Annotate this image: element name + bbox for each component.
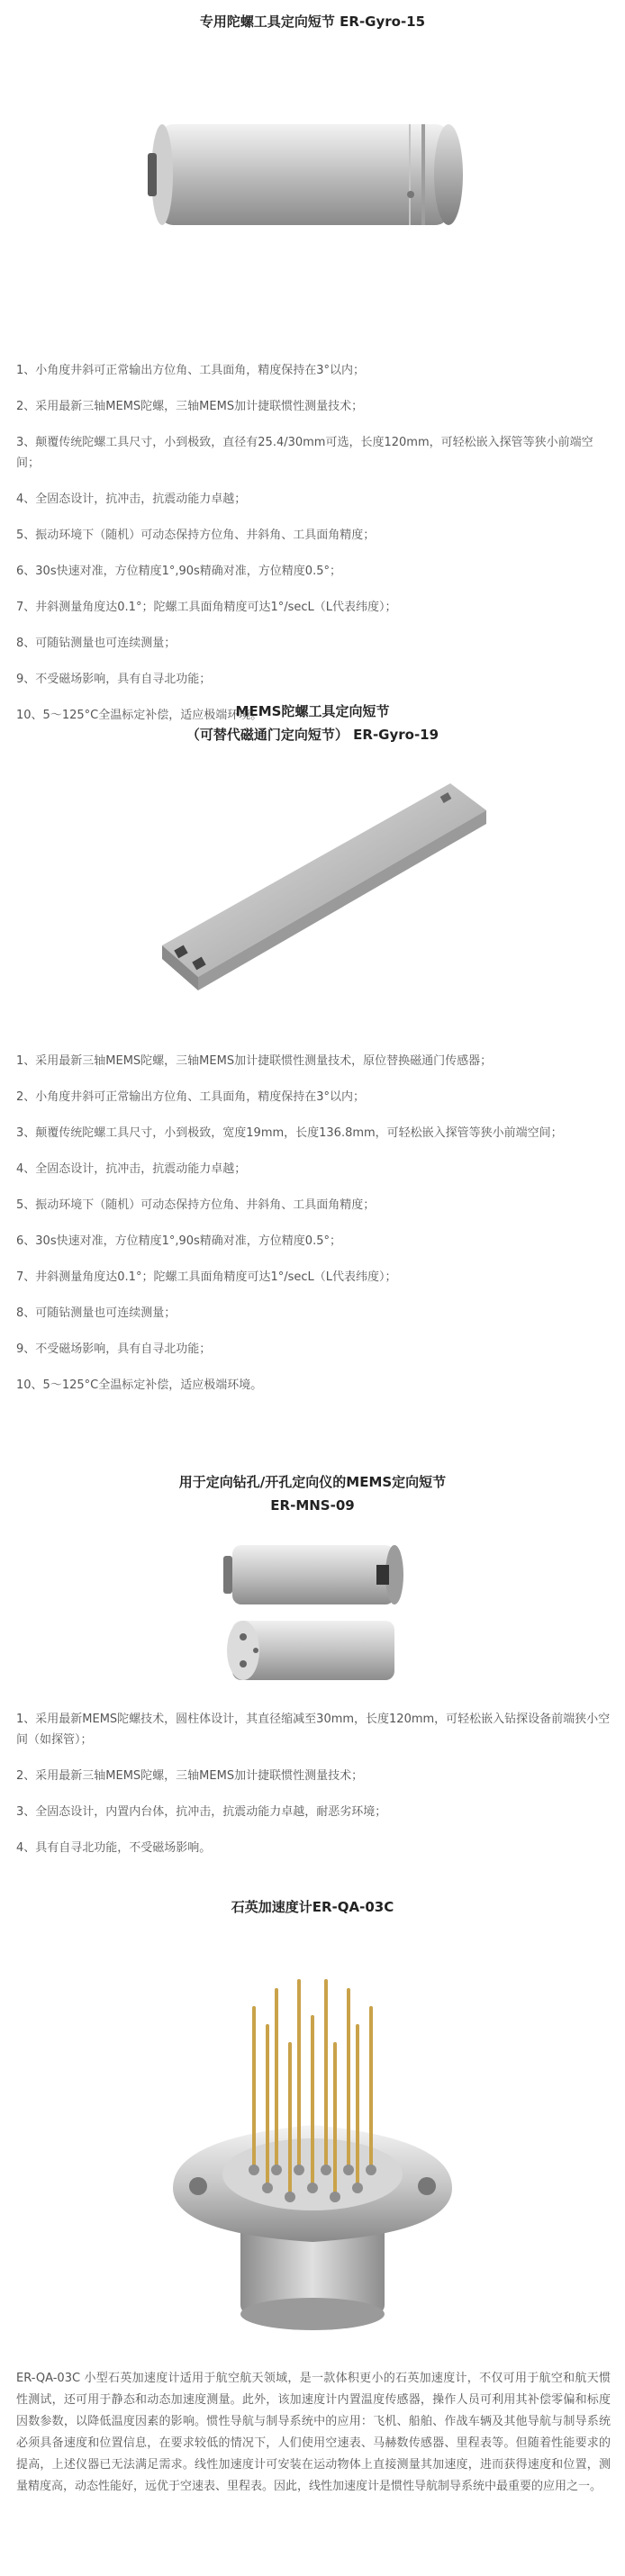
list-item: 10、5～125°C全温标定补偿，适应极端环境。 <box>16 709 263 722</box>
section-3-title-line2: ER-MNS-09 <box>270 1497 355 1514</box>
list-item: 8、可随钻测量也可连续测量； <box>16 1306 177 1320</box>
list-item: 3、颠覆传统陀螺工具尺寸，小到极致，直径有25.4/30mm可选，长度120mm，可轻松嵌入探管等狭小前端空间； <box>16 436 593 470</box>
section-1-title: 专用陀螺工具定向短节 ER-Gyro-15 <box>199 14 426 30</box>
section-2-list <box>16 1051 611 1411</box>
list-item: 1、小角度井斜可正常输出方位角、工具面角，精度保持在3°以内； <box>16 364 366 377</box>
list-item: 8、可随钻测量也可连续测量； <box>16 637 177 650</box>
gyro-19-image <box>126 774 504 999</box>
section-2-title-line1: MEMS陀螺工具定向短节 <box>235 703 390 719</box>
list-item: 9、不受磁场影响，具有自寻北功能； <box>16 673 212 686</box>
list-item: 7、井斜测量角度达0.1°；陀螺工具面角精度可达1°/secL（L代表纬度）； <box>16 1270 397 1284</box>
section-3-list <box>16 1709 611 1874</box>
list-item: 3、全固态设计，内置内台体，抗冲击，抗震动能力卓越，耐恶劣环境； <box>16 1805 387 1819</box>
list-item: 4、具有自寻北功能，不受磁场影响。 <box>16 1841 212 1855</box>
section-3-title-line1: 用于定向钻孔/开孔定向仪的MEMS定向短节 <box>178 1474 447 1490</box>
list-item: 2、采用最新三轴MEMS陀螺，三轴MEMS加计捷联惯性测量技术； <box>16 400 364 413</box>
list-item: 6、30s快速对准，方位精度1°,90s精确对准，方位精度0.5°； <box>16 1234 341 1248</box>
list-item: 2、小角度井斜可正常输出方位角、工具面角，精度保持在3°以内； <box>16 1090 366 1104</box>
list-item: 4、全固态设计，抗冲击，抗震动能力卓越； <box>16 493 247 506</box>
list-item: 2、采用最新三轴MEMS陀螺，三轴MEMS加计捷联惯性测量技术； <box>16 1769 364 1783</box>
section-4-paragraph: ER-QA-03C 小型石英加速度计适用于航空航天领域，是一款体积更小的石英加速度计，不仅可用于航空和航天惯性测试，还可用于静态和动态加速度测量。此外，该加速度计内置温度传感器，操作人员可利用其补偿零偏和标度因数参数，以降低温度因素的影响。惯性导航与制导系统中的应用：飞机、船舶、作战车辆及其他导航与制导系统必须具备速度和位置信息，在要求较低的情况下，人们使用空速表、马赫数传感器、里程表等。但随着性能要求的提高，上述仪器已无法满足需求。线性加速度计可安装在运动物体上直接测量其加速度，进而获得速度和位置，测量精度高，动态性能好，远优于空速表、里程表。因此，线性加速度计是惯性导航制导系统中最重要的应用之一。 <box>16 2372 611 2493</box>
list-item: 7、井斜测量角度达0.1°；陀螺工具面角精度可达1°/secL（L代表纬度）； <box>16 601 397 614</box>
list-item: 4、全固态设计，抗冲击，抗震动能力卓越； <box>16 1162 247 1176</box>
list-item: 9、不受磁场影响，具有自寻北功能； <box>16 1342 212 1356</box>
list-item: 3、颠覆传统陀螺工具尺寸，小到极致，宽度19mm，长度136.8mm，可轻松嵌入探管等狭小前端空间； <box>16 1126 563 1140</box>
section-1-list <box>16 360 611 741</box>
list-item: 5、振动环境下（随机）可动态保持方位角、井斜角、工具面角精度； <box>16 1198 376 1212</box>
qa-03c-image <box>155 1945 470 2341</box>
list-item: 1、采用最新三轴MEMS陀螺，三轴MEMS加计捷联惯性测量技术，原位替换磁通门传感器； <box>16 1054 493 1068</box>
mns-09-image <box>216 1538 414 1691</box>
gyro-15-image <box>142 108 485 243</box>
list-item: 5、振动环境下（随机）可动态保持方位角、井斜角、工具面角精度； <box>16 529 376 542</box>
section-4-title: 石英加速度计ER-QA-03C <box>231 1899 394 1915</box>
list-item: 6、30s快速对准，方位精度1°,90s精确对准，方位精度0.5°； <box>16 565 341 578</box>
list-item: 10、5～125°C全温标定补偿，适应极端环境。 <box>16 1378 263 1392</box>
section-2-title-line2: （可替代磁通门定向短节） ER-Gyro-19 <box>186 727 439 743</box>
list-item: 1、采用最新MEMS陀螺技术，圆柱体设计，其直径缩减至30mm，长度120mm，可轻松嵌入钻探设备前端狭小空间（如探管）； <box>16 1713 611 1747</box>
